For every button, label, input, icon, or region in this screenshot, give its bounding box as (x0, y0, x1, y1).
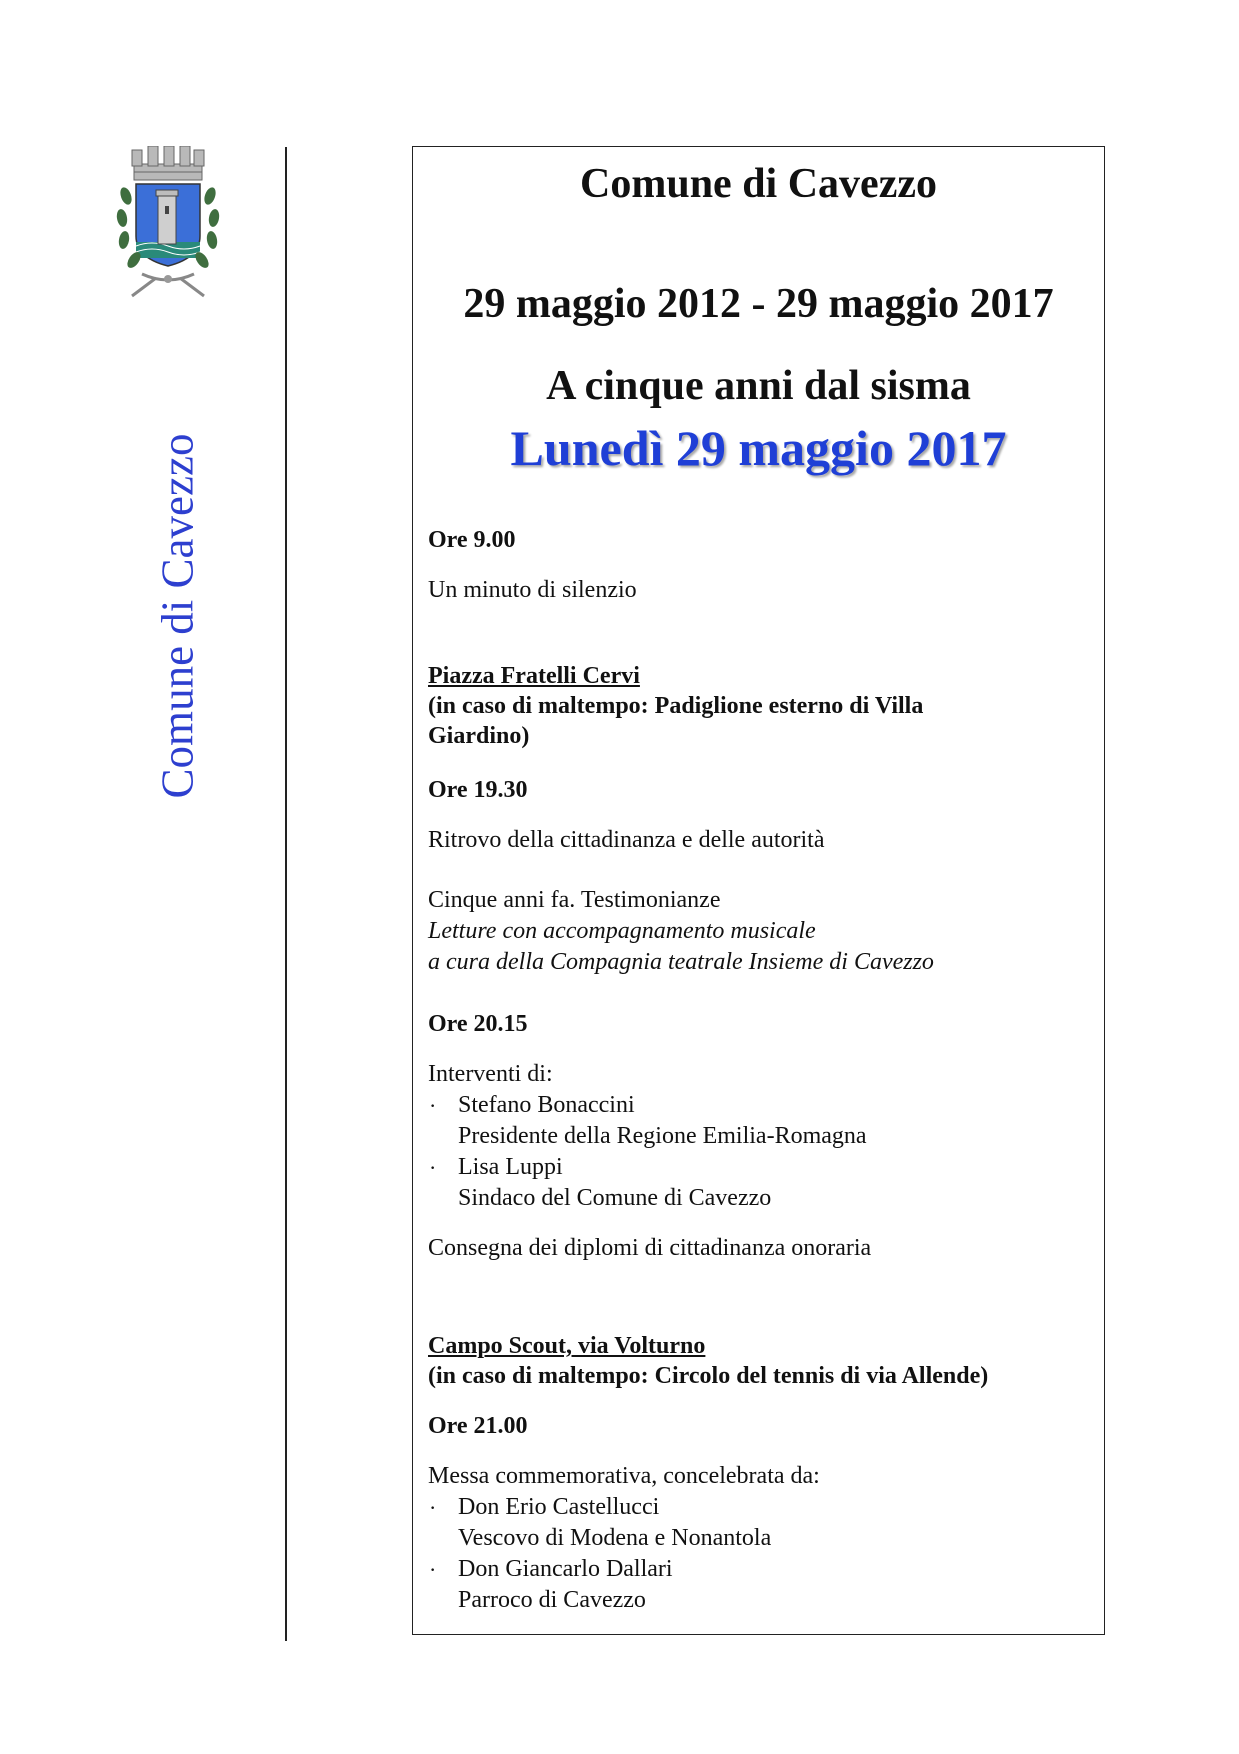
time-2015: Ore 20.15 (428, 1011, 528, 1037)
testimonies-title: Cinque anni fa. Testimonianze (428, 887, 721, 913)
celebrant-name: Don Giancarlo Dallari (458, 1556, 673, 1582)
celebrant-name: Don Erio Castellucci (458, 1494, 660, 1520)
gathering: Ritrovo della cittadinanza e delle autorità (428, 827, 825, 853)
bullet-icon: · (429, 1557, 437, 1582)
anniversary-dates: 29 maggio 2012 - 29 maggio 2017 (463, 281, 1054, 327)
location-campo-scout: Campo Scout, via Volturno (428, 1333, 706, 1359)
location-piazza-alt-2: Giardino) (428, 723, 530, 749)
speeches-intro: Interventi di: (428, 1061, 553, 1087)
location-piazza-alt-1: (in caso di maltempo: Padiglione esterno di Villa (428, 693, 924, 719)
celebrant-role: Vescovo di Modena e Nonantola (458, 1525, 772, 1551)
program-frame (412, 146, 1105, 1635)
bullet-icon: · (429, 1155, 437, 1180)
vertical-divider (285, 147, 287, 1641)
bullet-icon: · (429, 1495, 437, 1520)
sidebar-title: Comune di Cavezzo (152, 433, 203, 799)
time-1930: Ore 19.30 (428, 777, 528, 803)
speaker-name: Stefano Bonaccini (458, 1092, 635, 1118)
coat-of-arms-logo (112, 146, 224, 298)
readings-line: Letture con accompagnamento musicale (428, 918, 816, 944)
speaker-role: Sindaco del Comune di Cavezzo (458, 1185, 772, 1211)
location-campo-scout-alt: (in caso di maltempo: Circolo del tennis di via Allende) (428, 1363, 989, 1389)
speaker-role: Presidente della Regione Emilia-Romagna (458, 1123, 867, 1149)
time-21: Ore 21.00 (428, 1413, 528, 1439)
bullet-icon: · (429, 1093, 437, 1118)
time-9: Ore 9.00 (428, 527, 516, 553)
mass-intro: Messa commemorativa, concelebrata da: (428, 1463, 820, 1489)
minute-of-silence: Un minuto di silenzio (428, 577, 637, 603)
speaker-name: Lisa Luppi (458, 1154, 563, 1180)
subtitle: A cinque anni dal sisma (546, 363, 971, 409)
theatre-company-line: a cura della Compagnia teatrale Insieme di Cavezzo (428, 949, 934, 975)
location-piazza: Piazza Fratelli Cervi (428, 663, 640, 689)
diplomas-ceremony: Consegna dei diplomi di cittadinanza onoraria (428, 1235, 872, 1261)
celebrant-role: Parroco di Cavezzo (458, 1587, 646, 1613)
page-title: Comune di Cavezzo (580, 161, 937, 207)
event-date: Lunedì 29 maggio 2017 (510, 420, 1007, 476)
